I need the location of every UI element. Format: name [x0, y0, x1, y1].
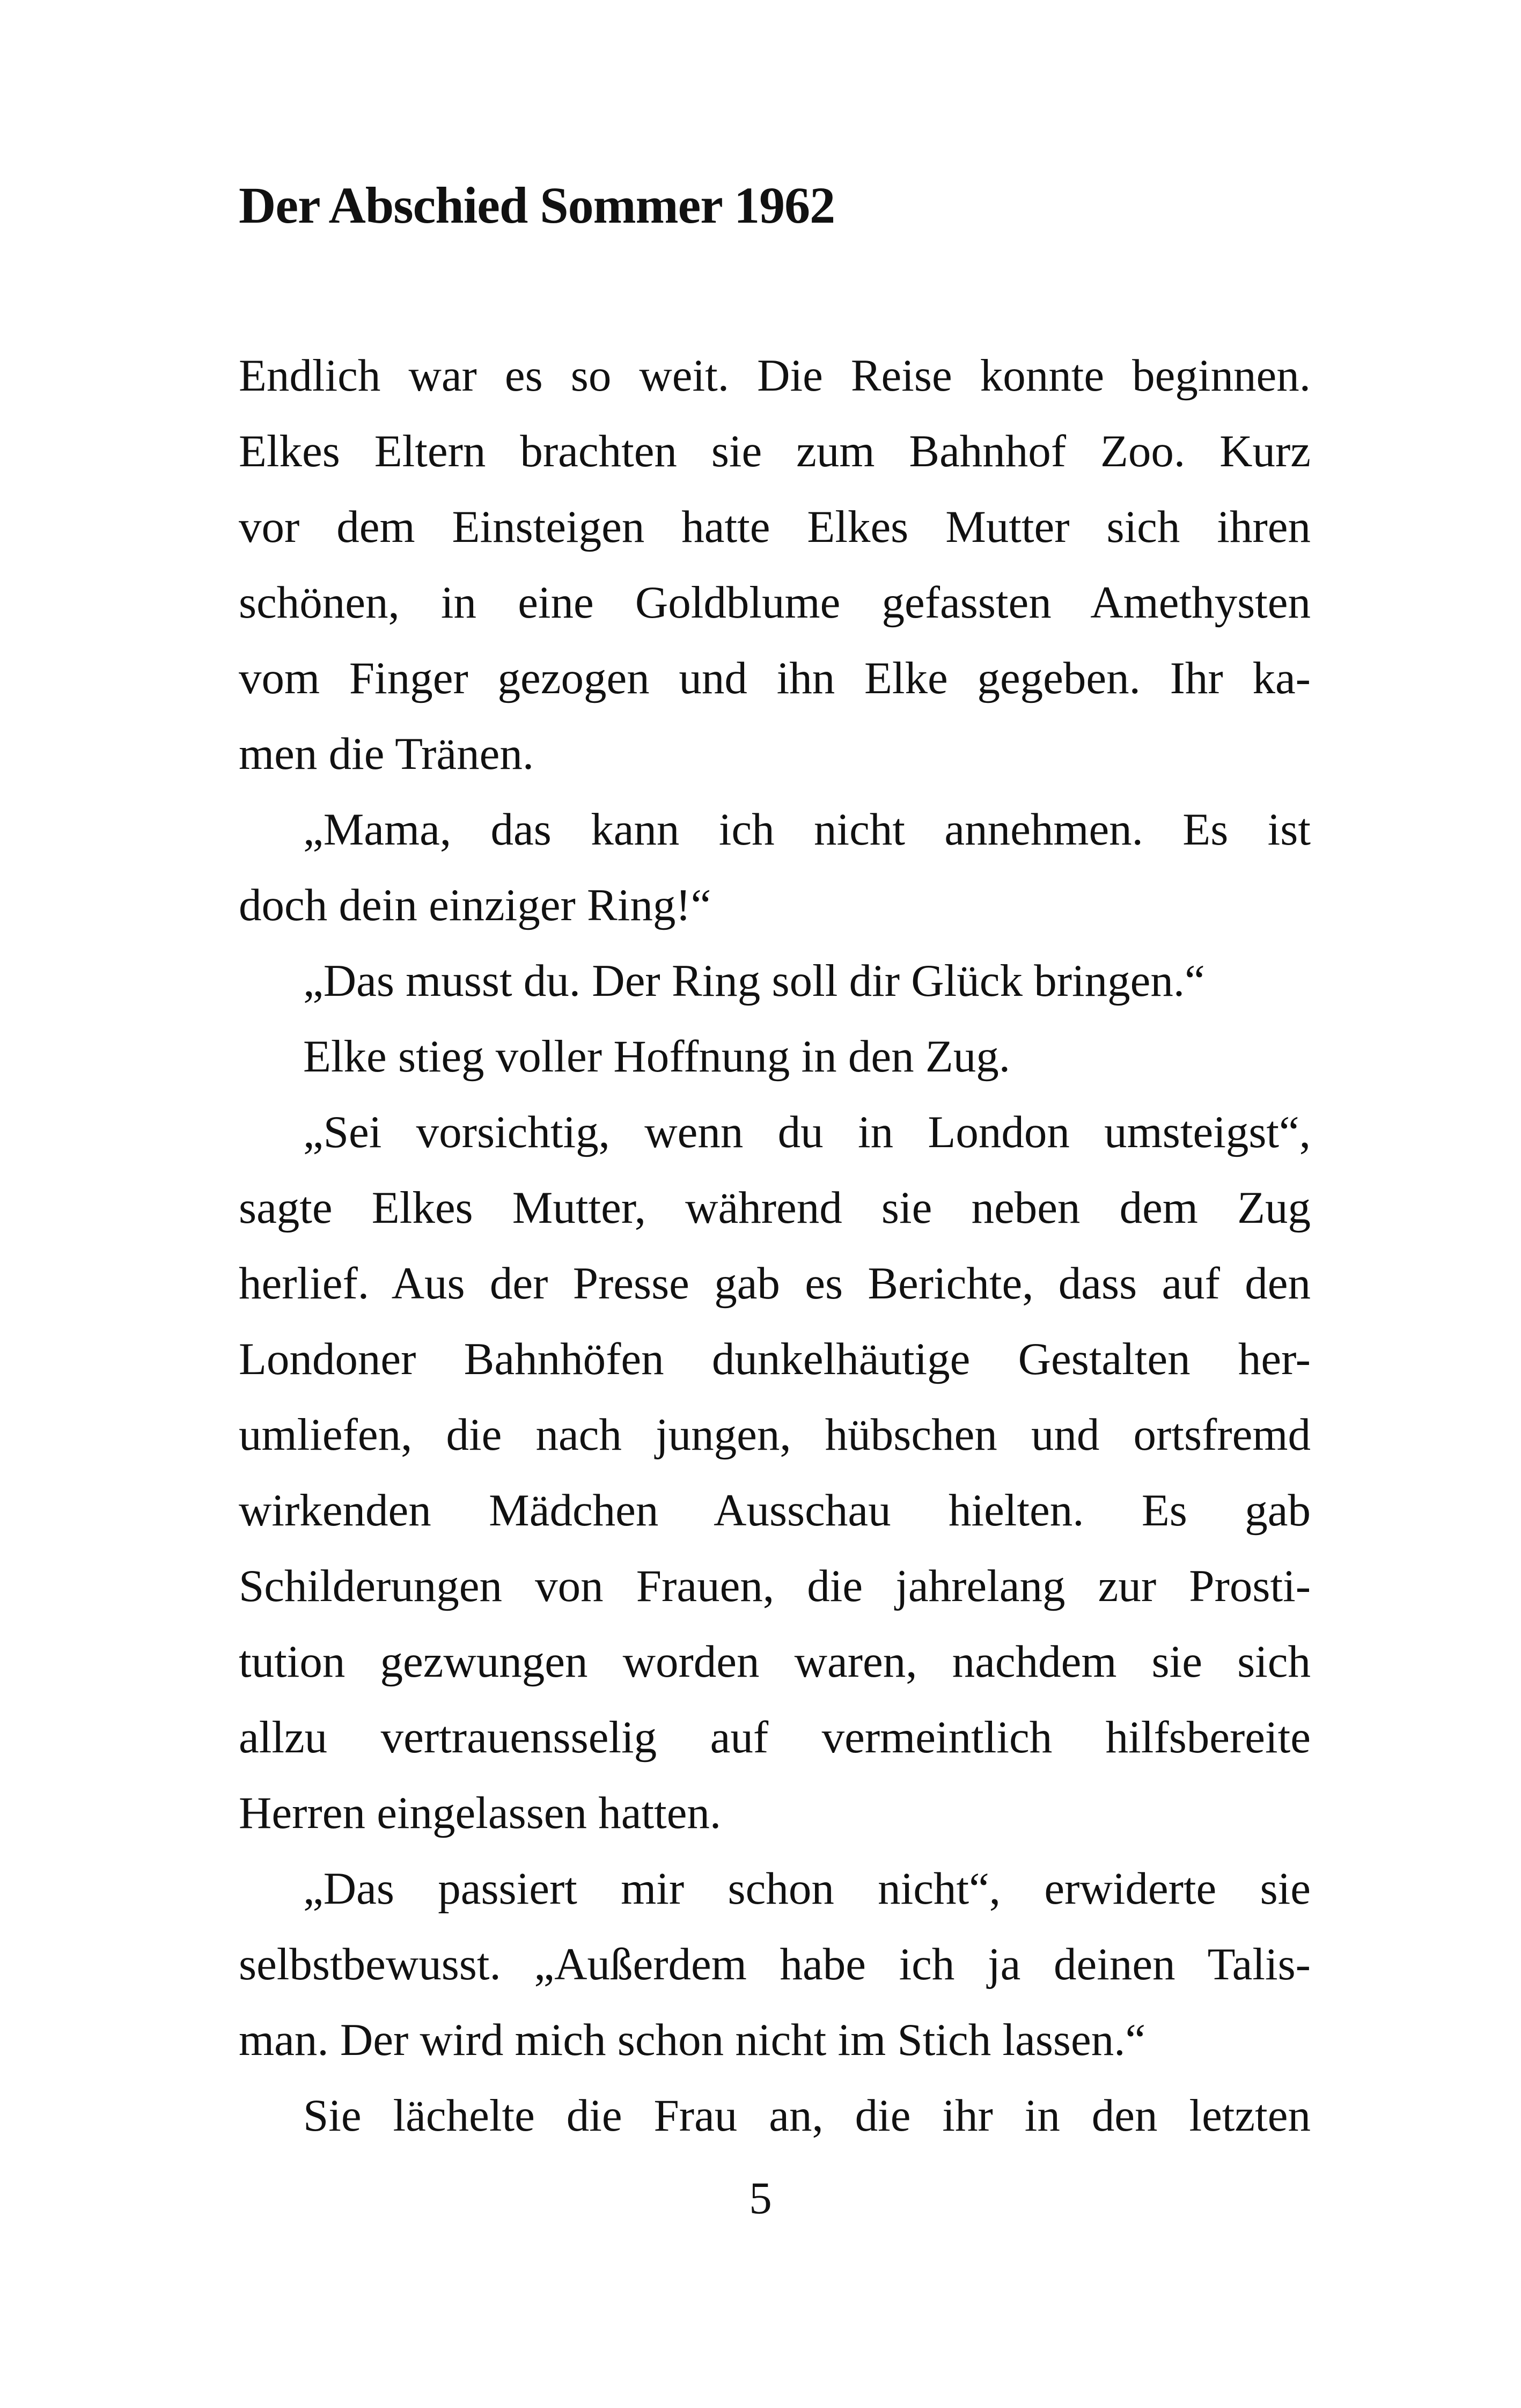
text-line: „Das musst du. Der Ring soll dir Glück bringen.“: [303, 956, 1205, 1006]
text-line: vom Finger gezogen und ihn Elke gegeben. Ihr ka-: [239, 653, 1311, 703]
text-line: „Mama, das kann ich nicht annehmen. Es ist: [303, 804, 1311, 855]
text-line: Sie lächelte die Frau an, die ihr in den letzten: [303, 2090, 1311, 2141]
text-line: doch dein einziger Ring!“: [239, 880, 711, 930]
text-line: selbstbewusst. „Außerdem habe ich ja deinen Talis-: [239, 1939, 1311, 1989]
text-line: herlief. Aus der Presse gab es Berichte, dass auf den: [239, 1258, 1311, 1309]
body-text: [239, 338, 1311, 2154]
text-line: umliefen, die nach jungen, hübschen und ortsfremd: [239, 1409, 1311, 1460]
text-line: men die Tränen.: [239, 729, 534, 779]
text-line: Elke stieg voller Hoffnung in den Zug.: [303, 1031, 1011, 1082]
text-line: Endlich war es so weit. Die Reise konnte beginnen.: [239, 350, 1311, 401]
text-line: sagte Elkes Mutter, während sie neben dem Zug: [239, 1183, 1311, 1233]
text-line: wirkenden Mädchen Ausschau hielten. Es gab: [239, 1485, 1311, 1536]
text-line: „Sei vorsichtig, wenn du in London umsteigst“,: [303, 1107, 1311, 1157]
text-line: tution gezwungen worden waren, nachdem sie sich: [239, 1636, 1311, 1687]
text-line: Londoner Bahnhöfen dunkelhäutige Gestalten her-: [239, 1334, 1311, 1384]
chapter-title: Der Abschied Sommer 1962: [239, 177, 835, 234]
text-line: vor dem Einsteigen hatte Elkes Mutter sich ihren: [239, 502, 1311, 552]
page-number: 5: [749, 2173, 772, 2223]
text-line: Herren eingelassen hatten.: [239, 1788, 722, 1838]
text-line: Schilderungen von Frauen, die jahrelang zur Prosti-: [239, 1561, 1311, 1611]
text-line: man. Der wird mich schon nicht im Stich lassen.“: [239, 2015, 1146, 2065]
text-line: schönen, in eine Goldblume gefassten Amethysten: [239, 577, 1311, 628]
text-line: Elkes Eltern brachten sie zum Bahnhof Zoo. Kurz: [239, 426, 1311, 476]
text-line: allzu vertrauensselig auf vermeintlich hilfsbereite: [239, 1712, 1311, 1763]
text-line: „Das passiert mir schon nicht“, erwiderte sie: [303, 1863, 1311, 1914]
